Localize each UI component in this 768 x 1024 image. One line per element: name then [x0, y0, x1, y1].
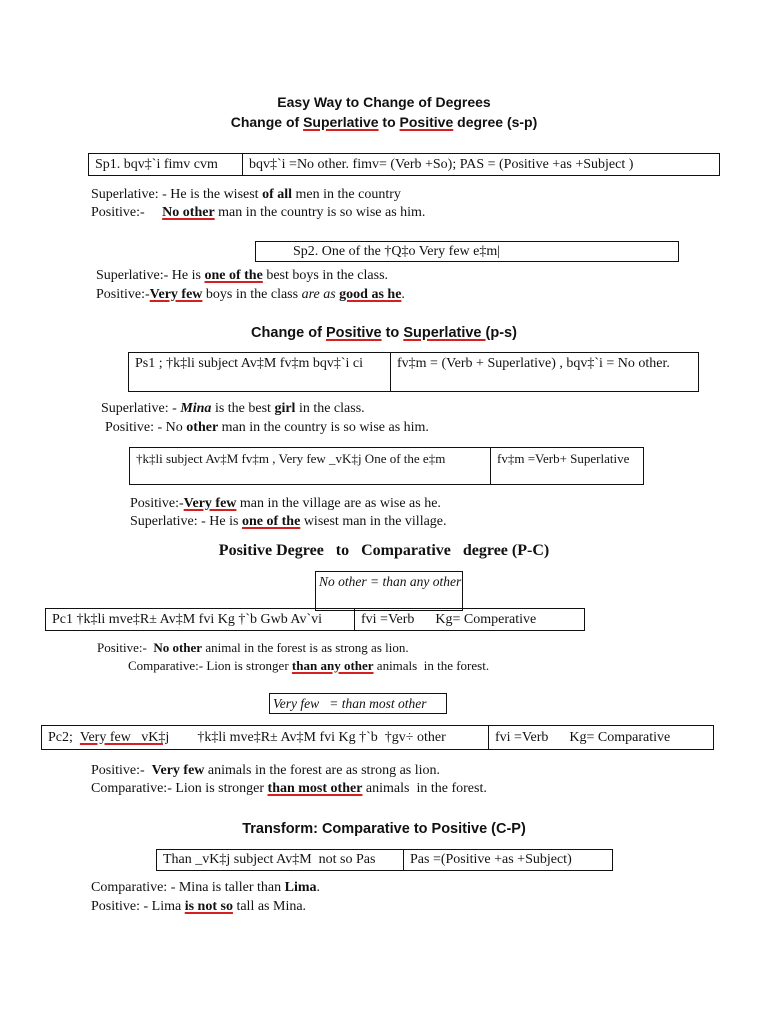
example-sp1-superlative: Superlative: - He is the wisest of all men in the country — [91, 187, 401, 202]
example-sp2-positive: Positive:-Very few boys in the class are as good as he. — [96, 287, 405, 302]
example-pc2-positive: Positive:- Very few animals in the forest are as strong as lion. — [91, 763, 441, 778]
keyword-positive: Positive — [399, 114, 454, 130]
rule-ps1-formula: fv‡m = (Verb + Superlative) , bqv‡`i = No other. — [390, 353, 698, 391]
document-title: Easy Way to Change of Degrees — [277, 94, 491, 110]
section-heading-positive-to-superlative: Change of Positive to Superlative (p-s) — [251, 325, 517, 341]
rule-sp1-formula: bqv‡`i =No other. fimv= (Verb +So); PAS = (Positive +as +Subject ) — [242, 154, 719, 175]
rule-box-ps1 — [128, 352, 699, 392]
example-ps1-superlative: Superlative: - Mina is the best girl in the class. — [101, 401, 365, 416]
section-heading-superlative-to-positive: Change of Superlative to Positive degree (s-p) — [230, 114, 538, 130]
rule-box-pc1 — [45, 608, 585, 631]
section-heading-comparative-to-positive: Transform: Comparative to Positive (C-P) — [242, 821, 526, 837]
rule-ps1-name: Ps1 ; †k‡li subject Av‡M fv‡m bqv‡`i ci — [135, 356, 364, 371]
rule-pc2-name: Pc2; Very few vK‡j †k‡li mve‡R± Av‡M fvi Kg †`b †gv÷ other — [48, 729, 446, 745]
rule-box-sp2 — [255, 241, 679, 262]
example-pc2-comparative: Comparative:- Lion is stronger than most other animals in the forest. — [91, 781, 487, 796]
example-cp-positive: Positive: - Lima is not so tall as Mina. — [91, 899, 307, 914]
rule-box-sp1 — [88, 153, 720, 176]
rule-pc1-name: Pc1 †k‡li mve‡R± Av‡M fvi Kg †`b Gwb Av`vi — [52, 611, 323, 627]
keyword-superlative: Superlative — [303, 114, 379, 130]
rule-box-ps2 — [129, 447, 644, 485]
rule-sp1-name: Sp1. bqv‡`i fimv cvm — [95, 156, 218, 172]
example-sp2-superlative: Superlative:- He is one of the best boys in the class. — [96, 268, 389, 283]
example-sp1-positive: Positive:- No other man in the country is so wise as him. — [91, 205, 426, 220]
rule-ps2-name: †k‡li subject Av‡M fv‡m , Very few _vK‡j One of the e‡m — [136, 451, 446, 466]
rule-cp-name: Than _vK‡j subject Av‡M not so Pas — [163, 852, 376, 867]
rule-cp-formula: Pas =(Positive +as +Subject) — [403, 850, 612, 870]
example-pc1-positive: Positive:- No other animal in the forest is as strong as lion. — [97, 640, 409, 655]
rule-ps2-formula: fv‡m =Verb+ Superlative — [490, 448, 643, 484]
example-ps2-positive: Positive:-Very few man in the village are as wise as he. — [130, 496, 441, 511]
note-very-few: Very few = than most other — [269, 693, 447, 714]
example-cp-comparative: Comparative: - Mina is taller than Lima. — [91, 880, 321, 895]
rule-sp2-text: Sp2. One of the †Q‡o Very few e‡m| — [293, 243, 501, 259]
example-ps1-positive: Positive: - No other man in the country is so wise as him. — [105, 420, 429, 435]
rule-pc1-formula: fvi =Verb Kg= Comperative — [354, 609, 584, 630]
note-no-other: No other = than any other — [315, 571, 463, 611]
example-pc1-comparative: Comparative:- Lion is stronger than any other animals in the forest. — [128, 658, 490, 673]
rule-box-pc2 — [41, 725, 714, 750]
section-heading-positive-to-comparative: Positive Degree to Comparative degree (P-C) — [218, 542, 550, 559]
example-ps2-superlative: Superlative: - He is one of the wisest man in the village. — [130, 514, 447, 529]
rule-box-cp — [156, 849, 613, 871]
rule-pc2-formula: fvi =Verb Kg= Comparative — [488, 726, 713, 749]
